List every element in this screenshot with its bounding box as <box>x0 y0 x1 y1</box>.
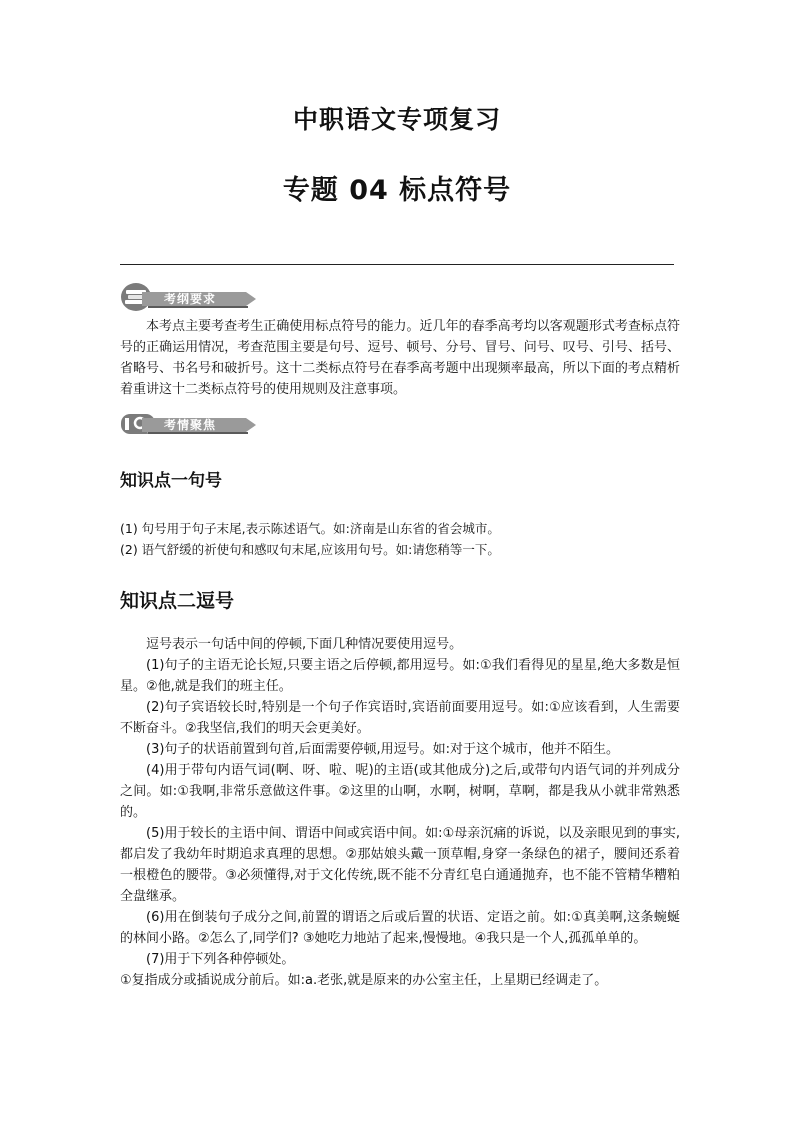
comma-rule-5: (5)用于较长的主语中间、谓语中间或宾语中间。如:①母亲沉痛的诉说，以及亲眼见到的事实,都启发了我幼年时期追求真理的思想。②那姑娘头戴一顶草帽,身穿一条绿色的裙子，腰间还系着一根橙色的腰带。③必须懂得,对于文化传统,既不能不分青红皂白通通抛弃，也不能不管精华糟粕全盘继承。 <box>120 826 680 904</box>
section-heading-period: 知识点一句号 <box>120 471 222 491</box>
document-title: 中职语文专项复习 <box>292 105 501 134</box>
section-heading-comma: 知识点二逗号 <box>120 590 235 612</box>
requirements-banner <box>120 282 248 312</box>
focus-label: 考情聚焦 <box>164 418 217 432</box>
intro-paragraph: 本考点主要考查考生正确使用标点符号的能力。近几年的春季高考均以客观题形式考查标点符号的正确运用情况，考查范围主要是句号、逗号、顿号、分号、冒号、问号、叹号、引号、括号、省略号、书名号和破折号。这十二类标点符号在春季高考题中出现频率最高，所以下面的考点精析着重讲这十二类标点符号的使用规则及注意事项。 <box>120 319 680 397</box>
comma-rule-6: (6)用在倒装句子成分之间,前置的谓语之后或后置的状语、定语之前。如:①真美啊,这条蜿蜒的林间小路。②怎么了,同学们? ③她吃力地站了起来,慢慢地。④我只是一个人,孤孤单单的。 <box>120 910 680 946</box>
period-rule-1: (1) 句号用于句子末尾,表示陈述语气。如:济南是山东省的省会城市。 <box>120 521 500 536</box>
comma-rule-4: (4)用于带句内语气词(啊、呀、啦、呢)的主语(或其他成分)之后,或带句内语气词的并列成分之间。如:①我啊,非常乐意做这件事。②这里的山啊，水啊，树啊，草啊，都是我从小就非常熟悉的。 <box>120 763 680 820</box>
comma-rule-7: (7)用于下列各种停顿处。 <box>146 952 295 967</box>
comma-rule-1: (1)句子的主语无论长短,只要主语之后停顿,都用逗号。如:①我们看得见的星星,绝大多数是恒星。②他,就是我们的班主任。 <box>120 658 680 694</box>
period-rule-2: (2) 语气舒缓的祈使句和感叹句末尾,应该用句号。如:请您稍等一下。 <box>120 542 500 557</box>
focus-banner <box>120 408 248 438</box>
comma-rule-3: (3)句子的状语前置到句首,后面需要停顿,用逗号。如:对于这个城市，他并不陌生。 <box>146 742 620 757</box>
comma-section-body <box>120 634 680 991</box>
comma-rule-2: (2)句子宾语较长时,特别是一个句子作宾语时,宾语前面要用逗号。如:①应该看到，人生需要不断奋斗。②我坚信,我们的明天会更美好。 <box>120 700 680 736</box>
topic-title: 专题 04 标点符号 <box>282 175 512 206</box>
comma-intro: 逗号表示一句话中间的停顿,下面几种情况要使用逗号。 <box>146 637 463 652</box>
title-divider <box>120 264 674 265</box>
comma-rule-7-sub-1: ①复指成分或插说成分前后。如:a.老张,就是原来的办公室主任，上星期已经调走了。 <box>120 973 608 988</box>
requirements-label: 考纲要求 <box>164 292 217 306</box>
